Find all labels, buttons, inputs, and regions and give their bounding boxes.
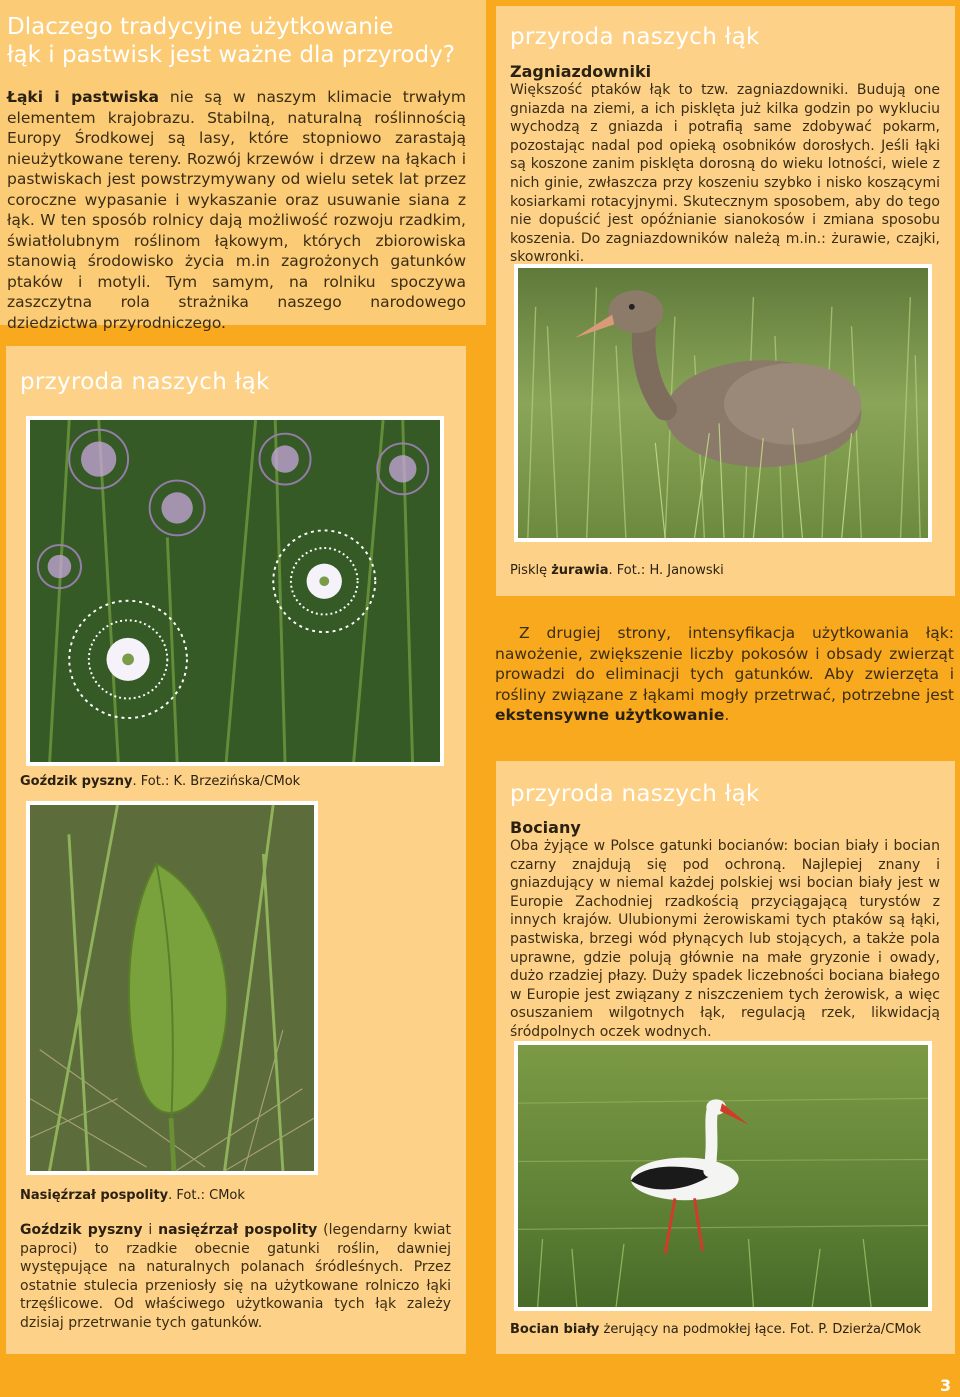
carnation-caption [20,774,300,789]
crane-caption-pre: Pisklę [510,563,552,578]
plants-text-1: i [142,1222,159,1238]
zagniazdowniki-body: Większość ptaków łąk to tzw. zagniazdowniki. Budują one gniazda na ziemi, a ich pisklęta już kilka godzin po wykluciu wychodzą z gniazda i potrafią same zdobywać pokarm, pozostając nadal pod opieką osobników dorosłych. Jeśli łąki są koszone zanim pisklęta dorosną do wieku lotności, wiele z nich ginie, zwłaszcza przy koszeniu szybko i nisko koszącymi kosiarkami rotacyjnymi. Skutecznym sposobem, aby do tego nie dopuścić jest opóźnianie sianokosów i zmiana sposobu koszenia. Do zagniazdowników należą m.in.: żurawie, czajki, skowronki. [510,82,940,266]
plants-section-title: przyroda naszych łąk [20,369,270,395]
crane-chick-photo [514,264,932,542]
page-number: 3 [940,1376,952,1395]
crane-chick-caption [510,563,724,578]
carnation-photo [26,416,444,766]
plants-bold-2: nasięźrzał pospolity [158,1222,318,1238]
intro-title-line2: łąk i pastwisk jest ważne dla przyrody? [7,42,455,68]
intensification-text: Z drugiej strony, intensyfikacja użytkowania łąk: nawożenie, zwiększenie liczby pokosów i obsady zwierząt prowadzi do eliminacji tych gatunków. Aby zwierzęta i rośliny związane z łąkami mogły przetrwać, potrzebne jest [495,624,954,704]
carnation-caption-post: . Fot.: K. Brzezińska/CMok [132,774,301,789]
bociany-section-title: przyroda naszych łąk [510,781,760,807]
intensification-body [495,623,954,726]
crane-caption-post: . Fot.: H. Janowski [608,563,724,578]
crane-caption-bold: żurawia [551,563,609,578]
plants-text-2: (legendarny kwiat paproci) to rzadkie obecnie gatunki roślin, dawniej występujące na naturalnych polanach śródleśnych. Przez ostatnie stulecia przeniosły się na użytkowane rolniczo łąki trzęślicowe. Od właściwego użytkowania tych łąk zależy dzisiaj przetrwanie tych gatunków. [20,1222,451,1331]
intensification-end: . [724,706,730,724]
adders-tongue-caption [20,1188,245,1203]
stork-caption-bold: Bocian biały [510,1322,600,1337]
intro-body [7,87,466,333]
adders-tongue-photo [26,801,318,1175]
stork-caption [510,1322,921,1337]
intro-title-line1: Dlaczego tradycyjne użytkowanie [7,14,394,40]
bociany-heading: Bociany [510,818,581,837]
plants-bold-1: Goździk pyszny [20,1222,143,1238]
carnation-caption-bold: Goździk pyszny [20,774,133,789]
intensification-bold: ekstensywne użytkowanie [495,706,725,724]
adders-caption-post: . Fot.: CMok [168,1188,245,1203]
zagniazdowniki-heading: Zagniazdowniki [510,62,652,81]
zagniazdowniki-section-title: przyroda naszych łąk [510,24,760,50]
adders-caption-bold: Nasięźrzał pospolity [20,1188,169,1203]
stork-caption-post: żerujący na podmokłej łące. Fot. P. Dzierża/CMok [599,1322,922,1337]
plants-body [20,1221,451,1333]
intro-lead-bold: Łąki i pastwiska [7,88,159,106]
intro-text: nie są w naszym klimacie trwałym elementem krajobrazu. Stabilną, naturalną roślinnością Europy Środkowej są lasy, które stopniowo zarastają nieużytkowane tereny. Rozwój krzewów i drzew na łąkach i pastwiskach jest powstrzymywany od wielu setek lat przez coroczne wypasanie i wykaszanie oraz usuwanie siana z łąk. W ten sposób rolnicy dają możliwość rozwoju rzadkim, światłolubnym roślinom łąkowym, których zbiorowiska stanowią środowisko życia m.in zagrożonych gatunków ptaków i motyli. Tym samym, na rolniku spoczywa zaszczytna rola strażnika naszego narodowego dziedzictwa przyrodniczego. [7,88,466,332]
intro-title [7,13,477,69]
stork-photo [514,1041,932,1311]
bociany-body: Oba żyjące w Polsce gatunki bocianów: bocian biały i bocian czarny znajdują się pod ochroną. Najlepiej znany i gniazdujący w niemal każdej polskiej wsi bocian biały jest w Europie Zachodniej rzadkością przyciągającą turystów z innych krajów. Ulubionymi żerowiskami tych ptaków są łąki, pastwiska, brzegi wód płynących lub stojących, a także pola uprawne, gdzie polują głównie na małe gryzonie i owady, dużo rzadziej płazy. Duży spadek liczebności bociana białego w Europie jest związany z niszczeniem tych żerowisk, a więc osuszaniem wilgotnych łąk, regulacją rzek, likwidacją śródpolnych oczek wodnych. [510,838,940,1040]
